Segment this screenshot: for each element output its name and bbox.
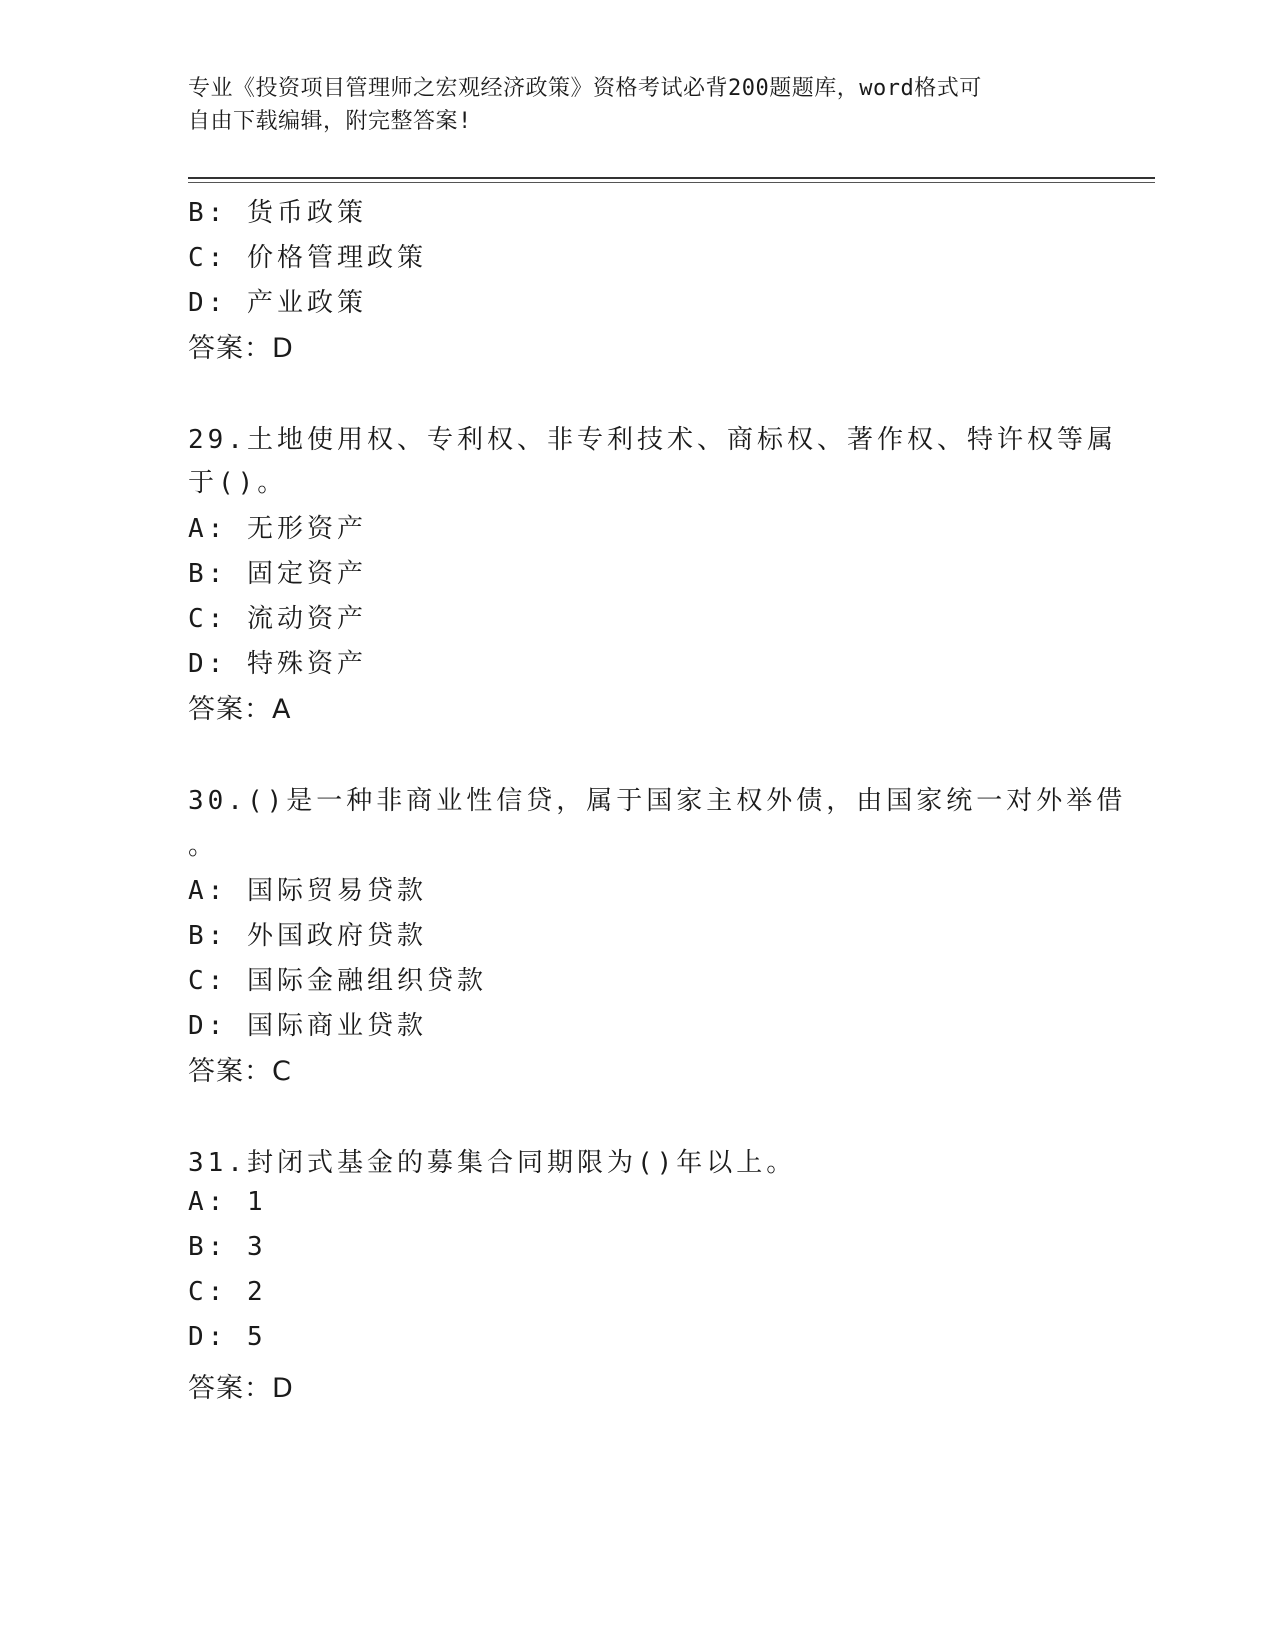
q30-option-c: C: 国际金融组织贷款	[188, 966, 487, 996]
q30-option-a: A: 国际贸易贷款	[188, 876, 427, 906]
q28-option-c: C: 价格管理政策	[188, 243, 427, 273]
q30-stem-line-1: 30.()是一种非商业性信贷，属于国家主权外债，由国家统一对外举借	[188, 786, 1127, 816]
q30-option-b: B: 外国政府贷款	[188, 921, 427, 951]
q30-option-d: D: 国际商业贷款	[188, 1011, 427, 1041]
q31-answer: 答案：D	[188, 1373, 294, 1404]
q30-stem-line-2: 。	[188, 831, 219, 861]
document-header	[188, 72, 1088, 138]
q28-option-d: D: 产业政策	[188, 288, 367, 318]
header-line-2: 自由下载编辑，附完整答案!	[188, 109, 472, 134]
header-divider-thin	[188, 182, 1155, 183]
q31-stem-line-1: 31.封闭式基金的募集合同期限为()年以上。	[188, 1148, 797, 1178]
q31-option-b: B: 3	[188, 1232, 267, 1262]
header-divider-thick	[188, 177, 1155, 179]
q29-option-b: B: 固定资产	[188, 559, 367, 589]
q29-stem-line-2: 于()。	[188, 468, 288, 498]
q29-stem-line-1: 29.土地使用权、专利权、非专利技术、商标权、著作权、特许权等属	[188, 425, 1117, 455]
q29-option-c: C: 流动资产	[188, 604, 367, 634]
q31-option-c: C: 2	[188, 1277, 267, 1307]
q30-answer: 答案：C	[188, 1056, 292, 1087]
q28-answer: 答案：D	[188, 333, 294, 364]
q29-option-a: A: 无形资产	[188, 514, 367, 544]
q29-option-d: D: 特殊资产	[188, 649, 367, 679]
q31-option-d: D: 5	[188, 1322, 267, 1352]
header-line-1: 专业《投资项目管理师之宏观经济政策》资格考试必背200题题库，word格式可	[188, 76, 982, 101]
q28-option-b: B: 货币政策	[188, 198, 367, 228]
q29-answer: 答案：A	[188, 694, 292, 725]
q31-option-a: A: 1	[188, 1187, 267, 1217]
